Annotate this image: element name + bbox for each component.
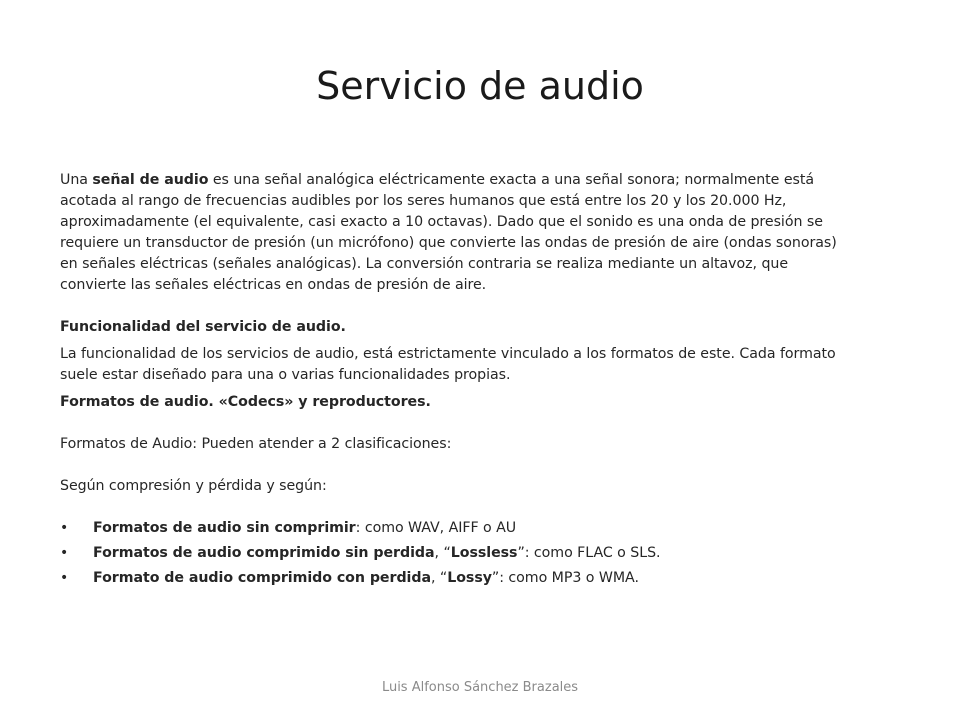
footer-author: Luis Alfonso Sánchez Brazales [381, 680, 579, 695]
paragraph-clasificaciones: Formatos de Audio: Pueden atender a 2 clasificaciones: [60, 436, 452, 452]
list-item-text: ”: como FLAC o SLS. [517, 545, 661, 561]
list-item-bold-term: Lossy [447, 570, 492, 586]
slide-title: Servicio de audio [316, 64, 644, 108]
heading-funcionalidad: Funcionalidad del servicio de audio. [60, 319, 346, 335]
list-item-bold: Formatos de audio comprimido sin perdida [93, 545, 435, 561]
list-item [60, 518, 845, 539]
bullet-icon: • [60, 545, 69, 561]
heading-formatos: Formatos de audio. «Codecs» y reproductores. [60, 394, 431, 410]
list-item-text: ”: como MP3 o WMA. [491, 570, 639, 586]
bullet-icon: • [60, 520, 69, 536]
format-list [60, 518, 845, 589]
list-item-bold: Formatos de audio sin comprimir [93, 520, 356, 536]
list-item-text: : como WAV, AIFF o AU [355, 520, 517, 536]
paragraph-funcionalidad: La funcionalidad de los servicios de audio, está estrictamente vinculado a los formatos de este. Cada formato suele estar diseñado para una o varias funcionalidades propias. [60, 346, 836, 383]
intro-lead: Una [60, 172, 93, 188]
slide-body [60, 170, 845, 593]
list-item [60, 568, 845, 589]
list-item-text: , “ [434, 545, 451, 561]
list-item-bold-term: Lossless [450, 545, 518, 561]
list-item-bold: Formato de audio comprimido con perdida [93, 570, 431, 586]
intro-paragraph [60, 170, 845, 296]
intro-bold-term: señal de audio [92, 172, 209, 188]
paragraph-segun: Según compresión y pérdida y según: [60, 478, 327, 494]
list-item [60, 543, 845, 564]
intro-text: es una señal analógica eléctricamente exacta a una señal sonora; normalmente está acotada al rango de frecuencias audibles por los seres humanos que está entre los 20 y los 20.000 Hz, aproximadamente (el equivalente, casi exacto a 10 octavas). Dado que el sonido es una onda de presión se requiere un transductor de presión (un micrófono) que convierte las ondas de presión de aire (ondas sonoras) en señales eléctricas (señales analógicas). La conversión contraria se realiza mediante un altavoz, que convierte las señales eléctricas en ondas de presión de aire. [60, 172, 837, 293]
list-item-text: , “ [431, 570, 448, 586]
bullet-icon: • [60, 570, 69, 586]
